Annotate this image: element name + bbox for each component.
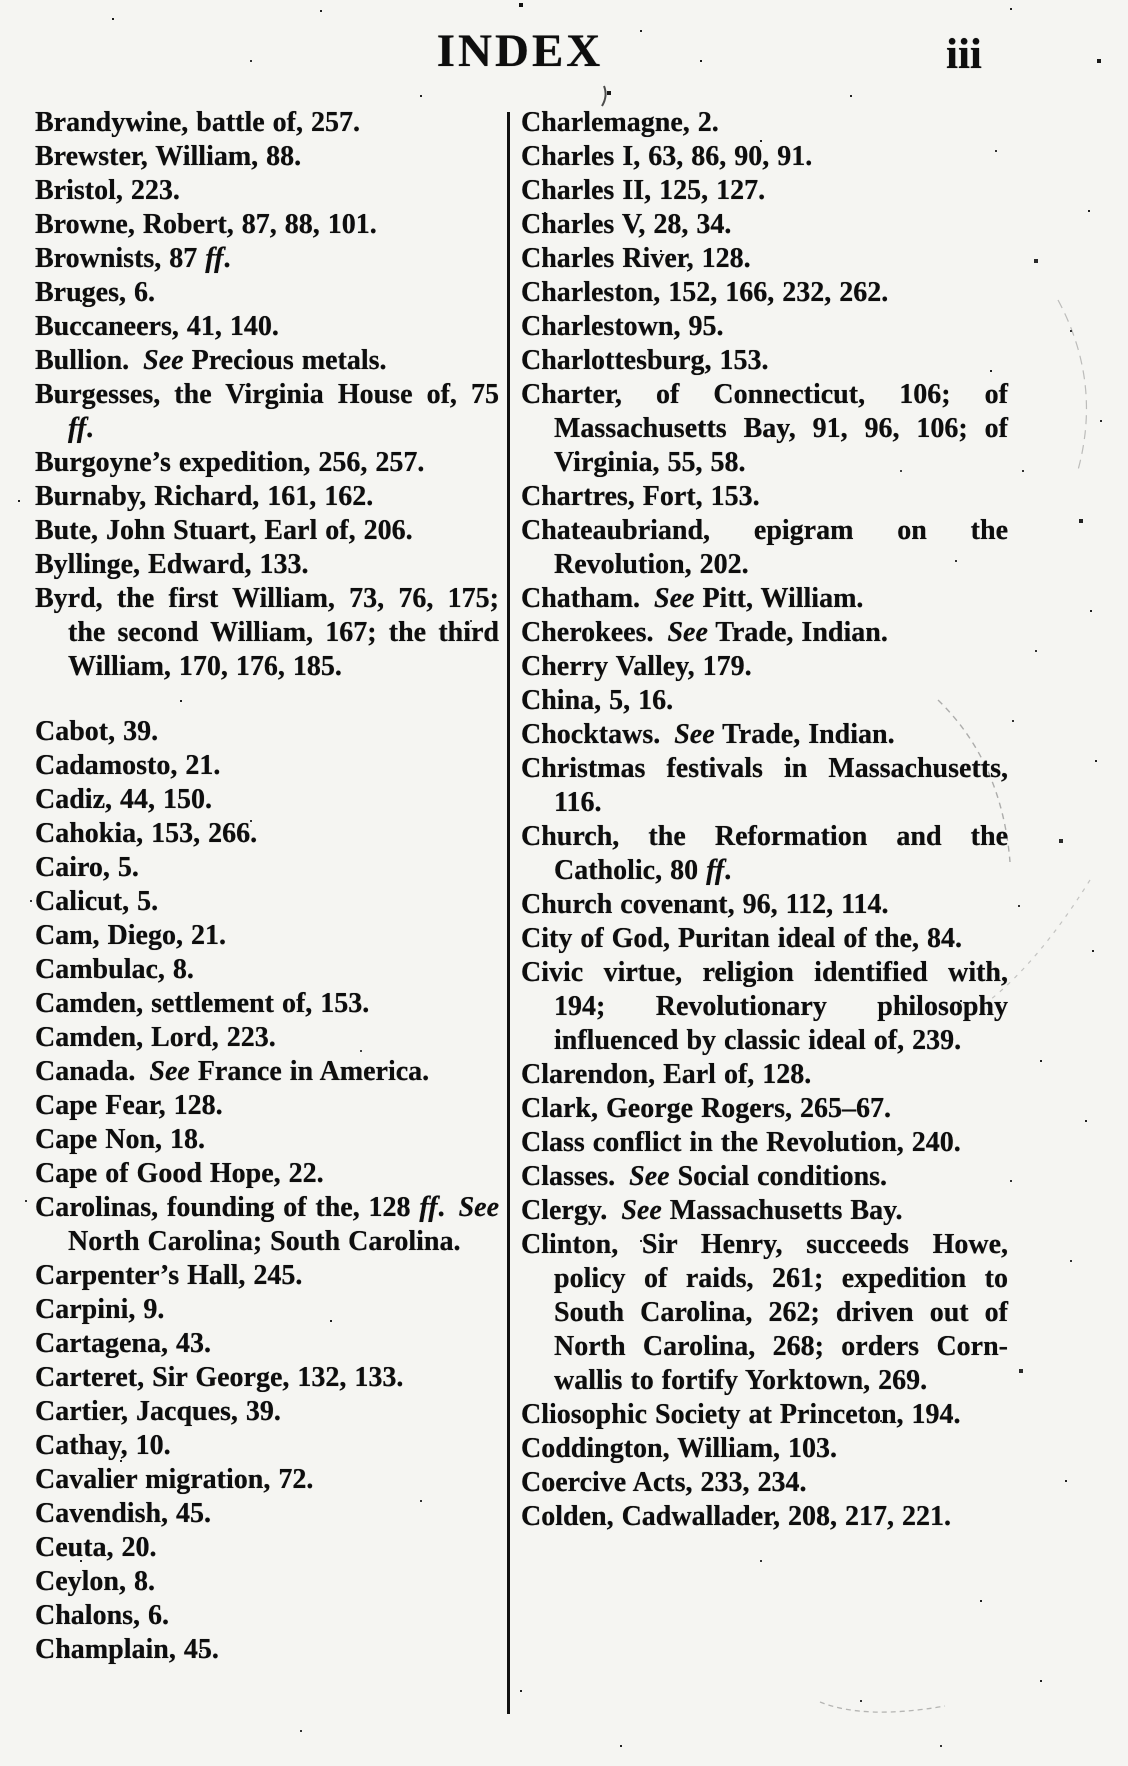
entry-text: Civic virtue, religion identified with, 194; Revolutionary philosophy influenced by classic ideal of, 239. bbox=[521, 957, 1008, 1056]
entry-text: Clarendon, Earl of, 128. bbox=[521, 1059, 812, 1090]
index-entry bbox=[35, 1327, 499, 1361]
entry-text: Charles I, 63, 86, 90, 91. bbox=[521, 141, 813, 172]
index-entry bbox=[35, 1463, 499, 1497]
entry-text-italic: See bbox=[654, 583, 695, 614]
entry-text: Chocktaws. bbox=[521, 719, 675, 750]
index-entry bbox=[35, 106, 499, 140]
index-entry bbox=[35, 582, 499, 684]
entry-text: . bbox=[86, 413, 94, 444]
entry-text: Clark, George Rogers, 265–67. bbox=[521, 1093, 892, 1124]
index-entry bbox=[521, 344, 1008, 378]
index-entry bbox=[521, 684, 1008, 718]
entry-text: Cavalier migration, 72. bbox=[35, 1464, 314, 1495]
entry-group bbox=[35, 715, 499, 1667]
entry-text: Buccaneers, 41, 140. bbox=[35, 311, 279, 342]
index-entry bbox=[35, 1089, 499, 1123]
entry-text: Carpini, 9. bbox=[35, 1294, 165, 1325]
entry-text: Clinton, Sir Henry, succeeds Howe, policy of raids, 261; expedition to South Carolina, 262; driven out of North Carolina, 268; orders Cornwallis to fortify Yorktown, 269. bbox=[521, 1229, 1008, 1396]
index-entry bbox=[35, 548, 499, 582]
entry-text: Camden, settlement of, 153. bbox=[35, 988, 370, 1019]
entry-text-italic: ff bbox=[706, 855, 725, 886]
entry-text: Burgesses, the Virginia House of, 75 bbox=[35, 379, 499, 410]
index-entry bbox=[35, 514, 499, 548]
entry-text-italic: See bbox=[674, 719, 715, 750]
entry-text: Chalons, 6. bbox=[35, 1600, 170, 1631]
entry-text: Camden, Lord, 223. bbox=[35, 1022, 276, 1053]
index-entry bbox=[35, 1021, 499, 1055]
index-entry bbox=[521, 310, 1008, 344]
entry-text: Coddington, William, 103. bbox=[521, 1433, 838, 1464]
index-entry bbox=[521, 514, 1008, 582]
entry-text-italic: See bbox=[458, 1192, 499, 1223]
right-column bbox=[521, 106, 1008, 1534]
entry-text: Class conflict in the Revolution, 240. bbox=[521, 1127, 961, 1158]
index-entry bbox=[35, 1395, 499, 1429]
entry-text: Cairo, 5. bbox=[35, 852, 139, 883]
entry-text: Trade, Indian. bbox=[707, 617, 888, 648]
entry-text-italic: ff bbox=[419, 1192, 438, 1223]
entry-text: Cadiz, 44, 150. bbox=[35, 784, 212, 815]
entry-text: Cambulac, 8. bbox=[35, 954, 194, 985]
index-entry bbox=[35, 140, 499, 174]
entry-text: Trade, Indian. bbox=[714, 719, 895, 750]
index-entry bbox=[35, 174, 499, 208]
index-entry bbox=[521, 888, 1008, 922]
index-entry bbox=[35, 1259, 499, 1293]
entry-text: Ceuta, 20. bbox=[35, 1532, 157, 1563]
index-entry bbox=[521, 1500, 1008, 1534]
page-number: iii bbox=[946, 31, 982, 78]
index-entry bbox=[35, 885, 499, 919]
entry-text: Cathay, 10. bbox=[35, 1430, 171, 1461]
entry-text: Cahokia, 153, 266. bbox=[35, 818, 258, 849]
entry-text: Charlemagne, 2. bbox=[521, 107, 719, 138]
column-divider bbox=[507, 112, 510, 1714]
entry-text: Cape Non, 18. bbox=[35, 1124, 206, 1155]
entry-text: Cherry Valley, 179. bbox=[521, 651, 752, 682]
index-entry bbox=[521, 582, 1008, 616]
entry-text: China, 5, 16. bbox=[521, 685, 674, 716]
entry-text: Cabot, 39. bbox=[35, 716, 159, 747]
entry-text: Carolinas, founding of the, 128 bbox=[35, 1192, 420, 1223]
entry-text: Brandywine, battle of, 257. bbox=[35, 107, 360, 138]
entry-text: Charter, of Connecticut, 106; of Massachusetts Bay, 91, 96, 106; of Virginia, 55, 58. bbox=[521, 379, 1008, 478]
entry-text: North Carolina; South Carolina. bbox=[68, 1226, 461, 1257]
entry-text: Cartagena, 43. bbox=[35, 1328, 211, 1359]
index-entry bbox=[35, 987, 499, 1021]
index-entry bbox=[521, 1432, 1008, 1466]
index-entry bbox=[521, 480, 1008, 514]
index-entry bbox=[521, 1126, 1008, 1160]
index-entry bbox=[35, 1531, 499, 1565]
entry-text: Calicut, 5. bbox=[35, 886, 159, 917]
index-entry bbox=[35, 1361, 499, 1395]
index-entry bbox=[521, 1160, 1008, 1194]
entry-text: Charles II, 125, 127. bbox=[521, 175, 766, 206]
entry-text: Burnaby, Richard, 161, 162. bbox=[35, 481, 374, 512]
index-entry bbox=[35, 851, 499, 885]
entry-text: . bbox=[223, 243, 231, 274]
index-entry bbox=[35, 715, 499, 749]
entry-text: Colden, Cadwallader, 208, 217, 221. bbox=[521, 1501, 952, 1532]
index-entry bbox=[521, 718, 1008, 752]
index-entry bbox=[35, 310, 499, 344]
entry-text: Chartres, Fort, 153. bbox=[521, 481, 760, 512]
index-entry bbox=[35, 1497, 499, 1531]
entry-text: Clergy. bbox=[521, 1195, 622, 1226]
entry-text: Cape of Good Hope, 22. bbox=[35, 1158, 324, 1189]
index-entry bbox=[35, 1123, 499, 1157]
scan-noise bbox=[0, 0, 2, 2]
entry-text: Carteret, Sir George, 132, 133. bbox=[35, 1362, 404, 1393]
entry-text: Charleston, 152, 166, 232, 262. bbox=[521, 277, 889, 308]
entry-text: Charles River, 128. bbox=[521, 243, 751, 274]
entry-text: Bristol, 223. bbox=[35, 175, 180, 206]
entry-group bbox=[521, 106, 1008, 1534]
entry-text: Church covenant, 96, 112, 114. bbox=[521, 889, 889, 920]
entry-text: City of God, Puritan ideal of the, 84. bbox=[521, 923, 962, 954]
entry-text: Cam, Diego, 21. bbox=[35, 920, 226, 951]
entry-text: Social conditions. bbox=[669, 1161, 888, 1192]
entry-text: Chateaubriand, epigram on the Revolution, 202. bbox=[521, 515, 1008, 580]
entry-group bbox=[35, 106, 499, 684]
index-entry bbox=[35, 817, 499, 851]
index-entry bbox=[35, 1293, 499, 1327]
entry-text: Cherokees. bbox=[521, 617, 668, 648]
entry-text: Brownists, 87 bbox=[35, 243, 206, 274]
entry-text: Brewster, William, 88. bbox=[35, 141, 302, 172]
page-title: INDEX bbox=[436, 25, 604, 77]
entry-text-italic: See bbox=[149, 1056, 190, 1087]
index-entry bbox=[35, 1429, 499, 1463]
index-entry bbox=[35, 242, 499, 276]
index-entry bbox=[35, 783, 499, 817]
entry-text: Burgoyne’s expedition, 256, 257. bbox=[35, 447, 425, 478]
entry-text: Charlottesburg, 153. bbox=[521, 345, 769, 376]
entry-text-italic: ff bbox=[68, 413, 87, 444]
entry-text: Precious metals. bbox=[183, 345, 387, 376]
index-entry bbox=[35, 208, 499, 242]
index-entry bbox=[35, 344, 499, 378]
index-entry bbox=[35, 1055, 499, 1089]
entry-text: Pitt, William. bbox=[694, 583, 864, 614]
entry-text-italic: See bbox=[621, 1195, 662, 1226]
index-entry bbox=[35, 1599, 499, 1633]
index-entry bbox=[35, 1157, 499, 1191]
entry-text: Church, the Reformation and the Catholic, 80 bbox=[521, 821, 1008, 886]
entry-text: Christmas festivals in Massachusetts, 116. bbox=[521, 753, 1008, 818]
index-entry bbox=[521, 1092, 1008, 1126]
entry-text-italic: See bbox=[667, 617, 708, 648]
index-entry bbox=[35, 919, 499, 953]
entry-text: Canada. bbox=[35, 1056, 150, 1087]
index-entry bbox=[521, 820, 1008, 888]
index-entry bbox=[521, 1228, 1008, 1398]
index-entry bbox=[521, 1194, 1008, 1228]
index-entry bbox=[35, 953, 499, 987]
entry-text: Massachusetts Bay. bbox=[661, 1195, 903, 1226]
entry-text: Classes. bbox=[521, 1161, 630, 1192]
entry-text: Chatham. bbox=[521, 583, 655, 614]
index-entry bbox=[521, 650, 1008, 684]
index-entry bbox=[521, 956, 1008, 1058]
entry-text: Cape Fear, 128. bbox=[35, 1090, 223, 1121]
index-entry bbox=[521, 1058, 1008, 1092]
entry-text: Byllinge, Edward, 133. bbox=[35, 549, 309, 580]
index-entry bbox=[521, 208, 1008, 242]
entry-text-italic: See bbox=[629, 1161, 670, 1192]
entry-text: Bute, John Stuart, Earl of, 206. bbox=[35, 515, 413, 546]
index-entry bbox=[521, 922, 1008, 956]
index-entry bbox=[521, 1398, 1008, 1432]
entry-text: Coercive Acts, 233, 234. bbox=[521, 1467, 807, 1498]
index-entry bbox=[35, 1191, 499, 1259]
index-entry bbox=[35, 1565, 499, 1599]
entry-text-italic: See bbox=[143, 345, 184, 376]
entry-text: France in America. bbox=[189, 1056, 430, 1087]
index-entry bbox=[521, 242, 1008, 276]
entry-text: Cliosophic Society at Princeton, 194. bbox=[521, 1399, 961, 1430]
entry-text: Cavendish, 45. bbox=[35, 1498, 212, 1529]
index-entry bbox=[35, 480, 499, 514]
entry-text-italic: ff bbox=[205, 243, 224, 274]
index-entry bbox=[35, 446, 499, 480]
left-column bbox=[35, 106, 499, 1667]
index-entry bbox=[35, 378, 499, 446]
entry-text: Cadamosto, 21. bbox=[35, 750, 221, 781]
entry-text: Charles V, 28, 34. bbox=[521, 209, 732, 240]
index-entry bbox=[521, 140, 1008, 174]
entry-text: Carpenter’s Hall, 245. bbox=[35, 1260, 303, 1291]
entry-text: Champlain, 45. bbox=[35, 1634, 219, 1665]
index-entry bbox=[521, 616, 1008, 650]
index-entry bbox=[35, 1633, 499, 1667]
entry-text: . bbox=[724, 855, 732, 886]
entry-text: Byrd, the first William, 73, 76, 175; the second William, 167; the third William, 170, 176, 185. bbox=[35, 583, 499, 682]
index-entry bbox=[35, 749, 499, 783]
index-entry bbox=[35, 276, 499, 310]
index-entry bbox=[521, 752, 1008, 820]
entry-text: Cartier, Jacques, 39. bbox=[35, 1396, 281, 1427]
entry-text: . bbox=[437, 1192, 459, 1223]
index-entry bbox=[521, 378, 1008, 480]
index-entry bbox=[521, 1466, 1008, 1500]
entry-text: Bullion. bbox=[35, 345, 144, 376]
index-entry bbox=[521, 174, 1008, 208]
entry-text: Ceylon, 8. bbox=[35, 1566, 155, 1597]
entry-text: Bruges, 6. bbox=[35, 277, 155, 308]
index-entry bbox=[521, 106, 1008, 140]
entry-text: Browne, Robert, 87, 88, 101. bbox=[35, 209, 377, 240]
index-entry bbox=[521, 276, 1008, 310]
entry-text: Charlestown, 95. bbox=[521, 311, 724, 342]
